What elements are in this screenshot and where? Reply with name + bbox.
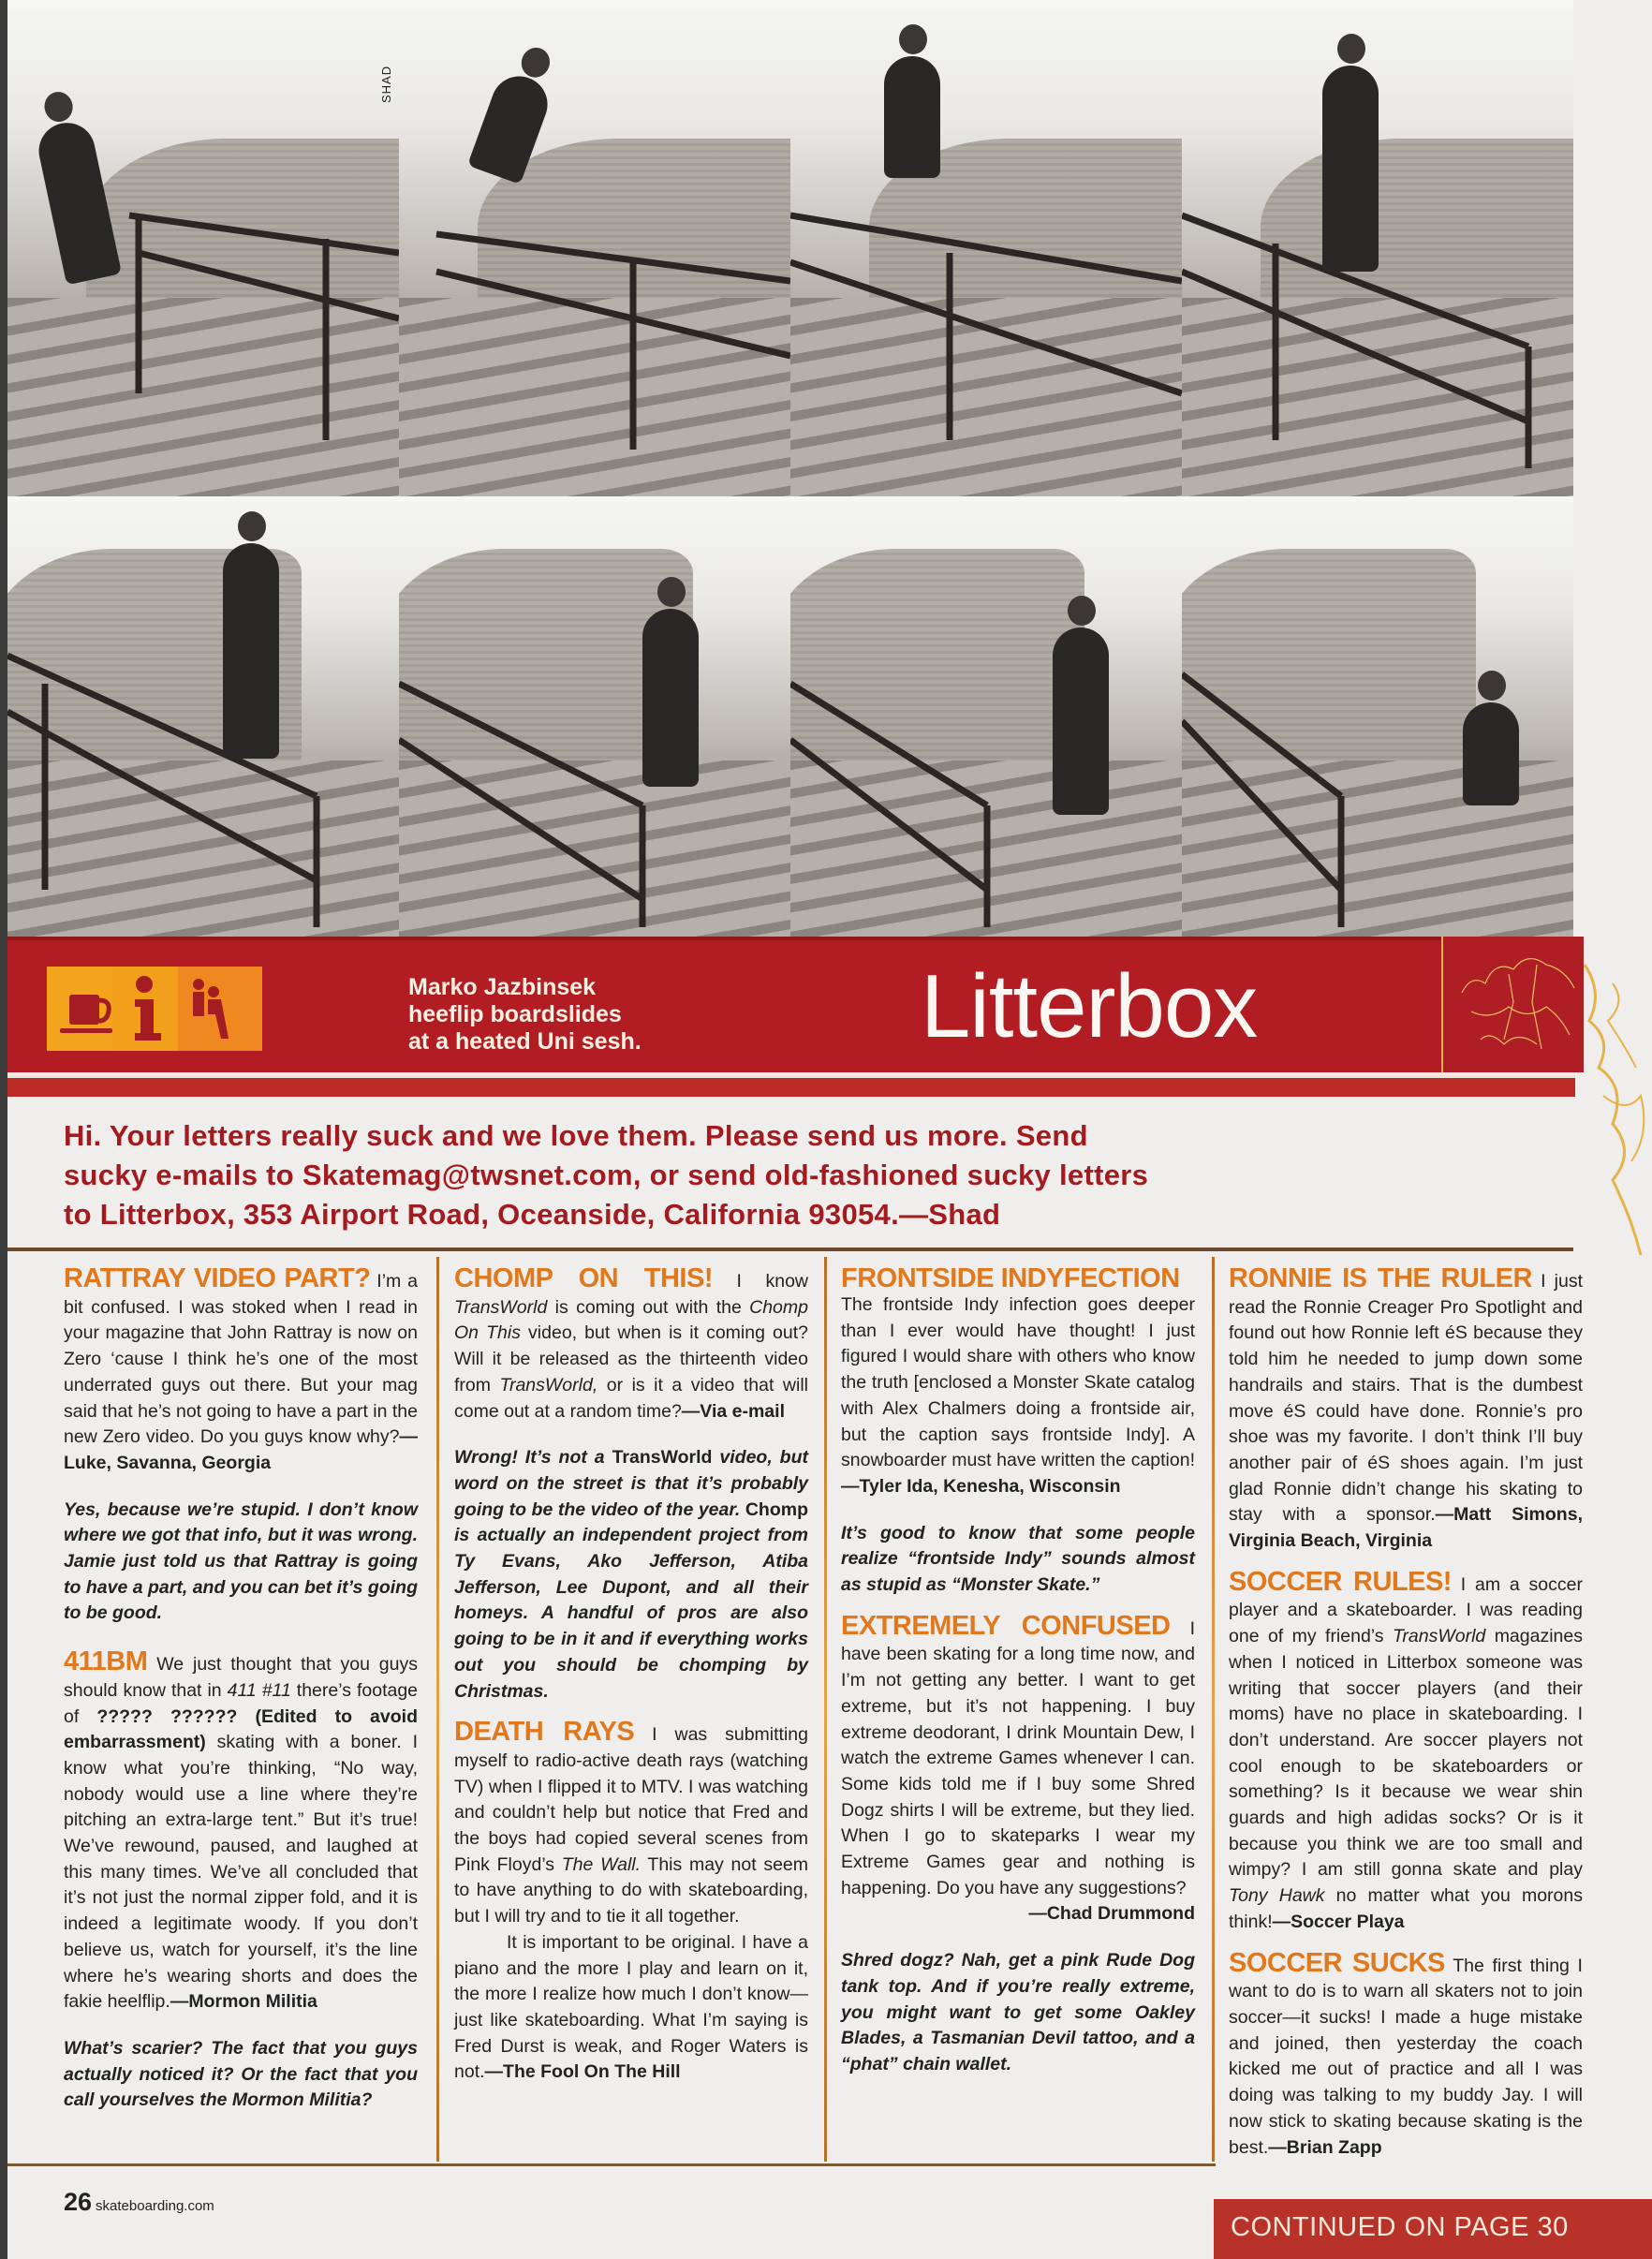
letter-death-rays <box>454 1718 808 1930</box>
intro-line: sucky e-mails to Skatemag@twsnet.com, or send old-fashioned sucky letters <box>64 1159 1149 1191</box>
reply-text-upright: Chomp <box>745 1499 808 1520</box>
footer-divider <box>7 2163 1216 2166</box>
letter-body: It is important to be original. I have a piano and the more I play and learn on it, the more I realize how much I don’t know—just like skateboarding. What I’m saying is Fred Durst is weak, and Roger Waters is not. <box>454 1931 808 2083</box>
divider <box>7 1248 1573 1251</box>
letter-body: I have been skating for a long time now, and I’m not getting any better. I want to get extreme, but it’s not happening. I buy extreme deodorant, I drink Mountain Dew, I watch the extreme Games whenever I can. Some kids told me if I buy some Shred Dogz shirts I will be extreme, but they lied. When I go to skateparks I wear my Extreme Games gear and nothing is happening. Do you have any suggestions? <box>841 1617 1195 1898</box>
page-folio <box>64 2188 214 2217</box>
column-divider <box>436 1257 439 2162</box>
letter-body: We just thought that you guys should know that in <box>64 1654 418 1701</box>
letter-headline: 411BM <box>64 1646 148 1677</box>
reply-text: is actually an independent project from Ty Evans, Ako Jefferson, Atiba Jefferson, Lee Dupont, and all their homeys. A handful of pros are also going to be in it and if everything works out you should be chomping by Christmas. <box>454 1525 808 1702</box>
title-band-lower-stripe <box>7 1075 1575 1097</box>
letter-headline: RATTRAY VIDEO PART? <box>64 1263 371 1293</box>
letter-soccer-sucks <box>1229 1949 1583 2162</box>
intro-line: Hi. Your letters really suck and we love them. Please send us more. Send <box>64 1119 1088 1152</box>
reply-text: video, but word on the street is that it’s probably going to be the video of the year. <box>454 1447 808 1520</box>
photo-frame-8 <box>1182 496 1573 937</box>
editor-reply: Shred dogz? Nah, get a pink Rude Dog tank top. And if you’re really extreme, you might want to get some Oakley Blades, a Tasmanian Devil tattoo, and a “phat” chain wallet. <box>841 1950 1195 2074</box>
letter-body-emphasis: The Wall. <box>561 1853 642 1875</box>
letter-body: The first thing I want to do is to warn all skaters not to join soccer—it sucks! I made a huge mistake and joined, then yesterday the coach kicked me out of practice and all I was doing was talking to my buddy Jay. I will now stick to skating because skating is the best. <box>1229 1955 1583 2158</box>
letter-chomp <box>454 1264 808 1425</box>
letter-headline: SOCCER SUCKS <box>1229 1947 1445 1978</box>
letter-signature: —Chad Drummond <box>1028 1903 1195 1925</box>
letter-body: I was submitting myself to radio-active death rays (watching TV) when I flipped it to MTV. I was watching and couldn’t help but notice that Fred and the boys had copied several scenes from Pink Floyd’s <box>454 1724 808 1875</box>
letter-body: I know <box>712 1271 808 1292</box>
letter-signature: —Via e-mail <box>681 1400 785 1422</box>
letter-signature: —Matt Simons, Virginia Beach, Virginia <box>1229 1504 1583 1552</box>
photo-sequence <box>7 0 1573 937</box>
editor-reply: Yes, because we’re stupid. I don’t know where we got that info, but it was wrong. Jamie just told us that Rattray is going to have a part, and you can bet it’s going to be good. <box>64 1499 418 1624</box>
editor-reply: What’s scarier? The fact that you guys actually noticed it? Or the fact that you call yourselves the Mormon Militia? <box>64 2037 418 2111</box>
letter-body: This may not seem to have anything to do with skateboarding, but I will try and to tie it all together. <box>454 1853 809 1927</box>
reply-text-upright: TransWorld <box>612 1447 713 1469</box>
caption-line: at a heated Uni sesh. <box>408 1028 642 1055</box>
letter-headline: FRONTSIDE INDYFECTION <box>841 1263 1180 1293</box>
letter-headline: DEATH RAYS <box>454 1717 635 1748</box>
letter-headline: EXTREMELY CONFUSED <box>841 1610 1171 1641</box>
reply-text: Wrong! It’s not a <box>454 1447 612 1469</box>
letter-body: there’s footage of <box>64 1679 419 1727</box>
letter-death-rays-continued <box>454 1930 808 2086</box>
letters-column-3 <box>841 1264 1195 2099</box>
letter-body: is coming out with the <box>547 1296 750 1318</box>
letter-headline: CHOMP ON THIS! <box>454 1263 713 1293</box>
editor-reply <box>454 1445 808 1705</box>
photo-frame-1 <box>7 0 399 496</box>
photo-credit-wrap <box>379 66 398 103</box>
caption-line: Marko Jazbinsek <box>408 974 597 1000</box>
letter-body: I am a soccer player and a skateboarder. I was reading one of my friend’s <box>1229 1573 1583 1647</box>
letter-signature: —Luke, Savanna, Georgia <box>64 1426 418 1473</box>
photo-frame-7 <box>790 496 1182 937</box>
column-divider <box>1212 1257 1215 2162</box>
europe-map-icon <box>1441 937 1584 1072</box>
letter-ronnie <box>1229 1264 1583 1555</box>
letters-column-4 <box>1229 1264 1583 2181</box>
photo-credit: SHAD <box>379 65 393 103</box>
letter-headline: RONNIE IS THE RULER <box>1229 1263 1532 1293</box>
letter-signature: —The Fool On The Hill <box>484 2061 681 2083</box>
seated-people-icon <box>178 967 262 1051</box>
page-number: 26 <box>64 2188 93 2216</box>
section-title: Litterbox <box>921 956 1258 1056</box>
letter-signature: —Tyler Ida, Kenesha, Wisconsin <box>841 1475 1121 1497</box>
editor-reply: It’s good to know that some people realize “frontside Indy” sounds almost as stupid as “Monster Skate.” <box>841 1522 1195 1596</box>
letter-411bm <box>64 1647 418 2015</box>
letter-signature: —Mormon Militia <box>170 1991 317 2013</box>
title-band <box>7 937 1575 1072</box>
letters-column-1 <box>64 1264 418 2134</box>
site-url[interactable]: skateboarding.com <box>96 2198 214 2214</box>
letter-body-bold: ????? ?????? (Edited to avoid embarrassment) <box>64 1705 418 1753</box>
letter-body-emphasis: Chomp On This <box>454 1296 808 1344</box>
letter-extremely-confused <box>841 1612 1195 1927</box>
photo-caption <box>408 974 642 1056</box>
page-edge <box>0 0 7 2259</box>
letter-signature: —Soccer Playa <box>1272 1911 1405 1932</box>
decorative-map-edge-icon <box>1575 946 1652 1283</box>
photo-frame-2 <box>399 0 790 496</box>
letter-body: no matter what you morons think! <box>1229 1885 1583 1932</box>
letter-body-emphasis: TransWorld <box>454 1296 548 1318</box>
letter-rattray <box>64 1264 418 1477</box>
continued-banner: CONTINUED ON PAGE 30 <box>1214 2199 1652 2259</box>
intro-line: to Litterbox, 353 Airport Road, Oceanside, California 93054.—Shad <box>64 1198 1001 1231</box>
caption-line: heeflip boardslides <box>408 1001 622 1027</box>
letter-body: I just read the Ronnie Creager Pro Spotlight and found out how Ronnie left éS because they told him he needed to jump down some handrails and stairs. That is the dumbest move éS could have done. Ronnie’s pro shoe was my favorite. I don’t think I’ll buy another pair of éS shoes again. I’m just glad Ronnie didn’t change his skating to stay with a sponsor. <box>1229 1271 1583 1526</box>
letter-body: video, but when is it coming out? Will it be released as the thirteenth video from <box>454 1322 808 1395</box>
photo-frame-6 <box>399 496 790 937</box>
letter-body-emphasis: 411 #11 <box>227 1679 291 1701</box>
column-divider <box>824 1257 827 2162</box>
letter-body-emphasis: TransWorld <box>1392 1626 1486 1647</box>
photo-frame-5 <box>7 496 399 937</box>
intro-text <box>64 1116 1431 1234</box>
letter-frontside <box>841 1264 1195 1500</box>
letter-headline: SOCCER RULES! <box>1229 1566 1452 1597</box>
letter-soccer-rules <box>1229 1568 1583 1936</box>
letter-body: or is it a video that will come out at a random time? <box>454 1374 808 1422</box>
letter-signature: —Brian Zapp <box>1268 2136 1382 2158</box>
letter-body-emphasis: Tony Hawk <box>1229 1885 1325 1907</box>
photo-frame-3 <box>790 0 1182 496</box>
letter-body: I’m a bit confused. I was stoked when I read in your magazine that John Rattray is now on Zero ‘cause I think he’s one of the most underrated guys out there. But your mag said that he’s not going to have a part in the new Zero video. Do you guys know why? <box>64 1271 418 1448</box>
photo-frame-4 <box>1182 0 1573 496</box>
letters-column-2 <box>454 1264 808 2106</box>
letter-body: magazines when I noticed in Litterbox someone was writing that soccer players (and their moms) have no place in skateboarding. I don’t understand. Are soccer players not cool enough to be skateboarders or something? Is it because we wear shin guards and high adidas socks? Or is it because you think we are too small and wimpy? I am still gonna skate and play <box>1229 1626 1583 1881</box>
letter-body: skating with a boner. I know what you’re thinking, “No way, nobody would use a line where they’re pitching an extra-large tent.” But it’s true! We’ve rewound, paused, and laughed at this many times. We’ve all concluded that it’s not just the normal zipper fold, and it is indeed a legitimate woody. If you don’t believe us, watch for yourself, it’s the line where he’s wearing shorts and does the fakie heelflip. <box>64 1732 418 2013</box>
letter-body-emphasis: TransWorld, <box>499 1374 598 1395</box>
letter-body: The frontside Indy infection goes deeper than I ever would have thought! I just figured I would share with others who know the truth [enclosed a Monster Skate catalog with Alex Chalmers doing a frontside air, but the caption says frontside Indy]. A snowboarder must have written the caption! <box>841 1294 1195 1471</box>
